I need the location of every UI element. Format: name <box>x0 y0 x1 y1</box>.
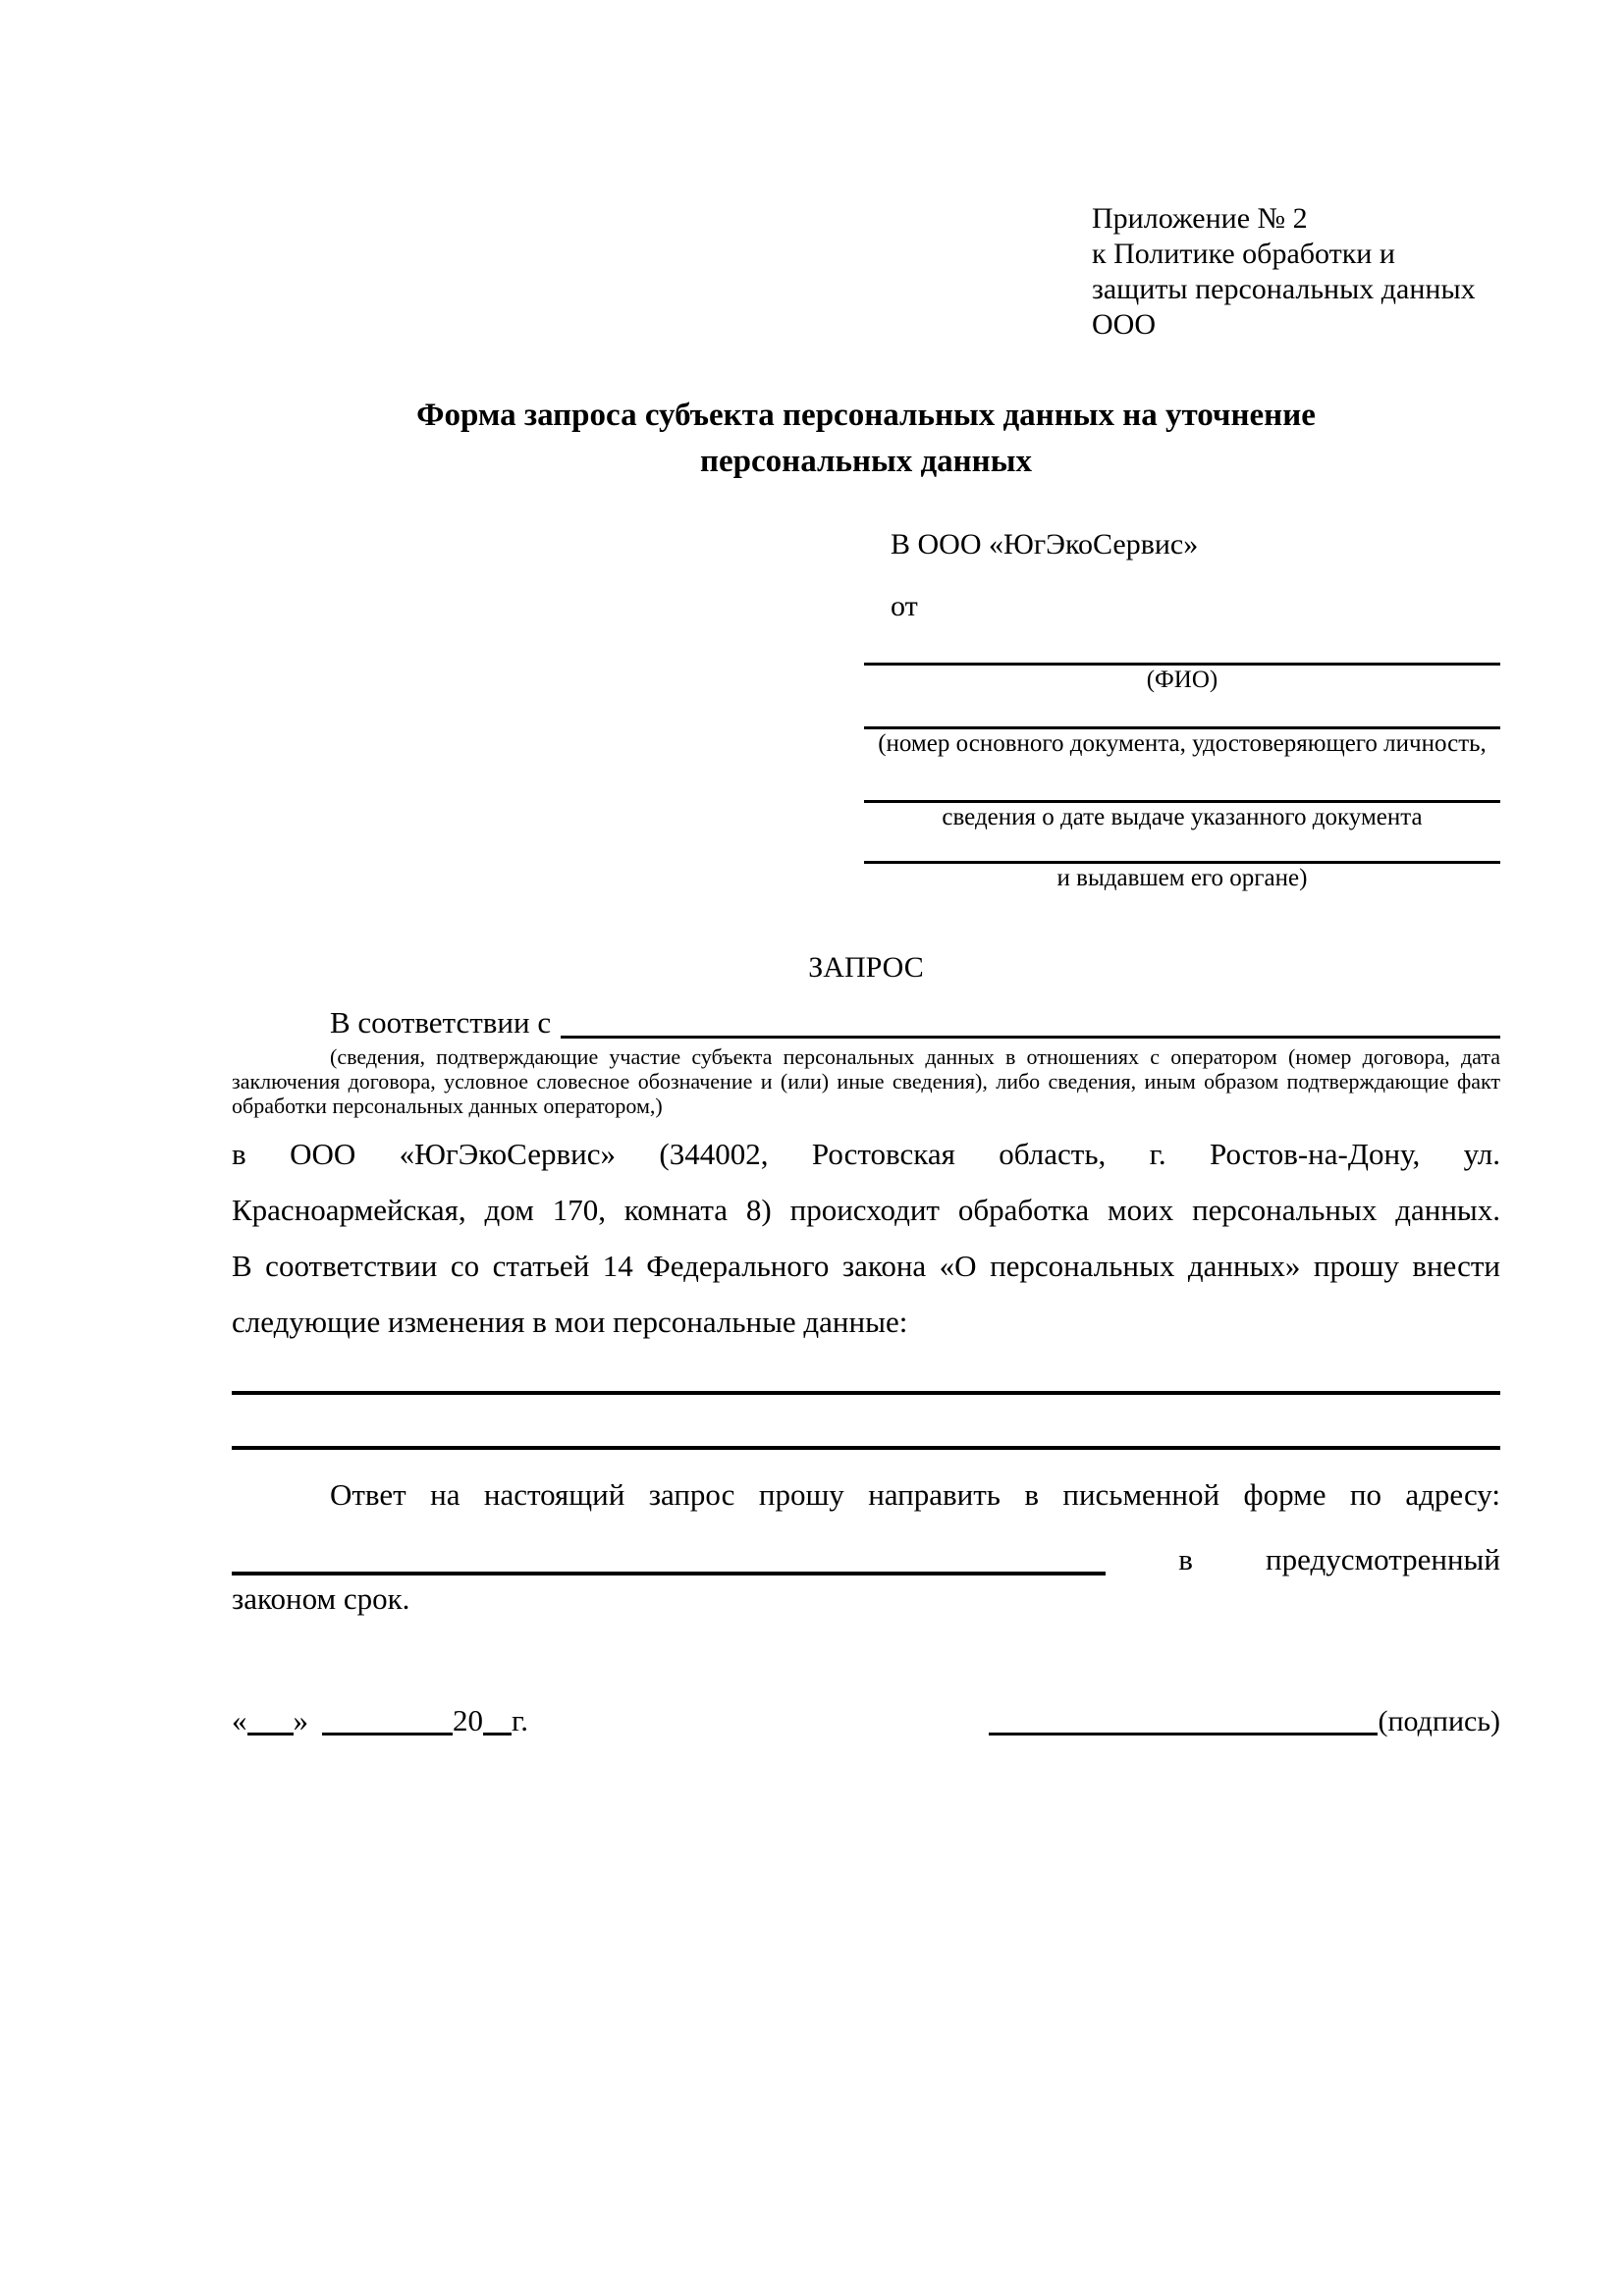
fio-field <box>864 663 1500 695</box>
response-address-line <box>232 1531 1500 1587</box>
appendix-line-3: защиты персональных данных <box>1092 273 1476 305</box>
body-line-2: Красноармейская, дом 170, комната 8) происходит обработка моих персональных данных. <box>232 1193 1500 1227</box>
addressee-block <box>864 527 1500 893</box>
date-open-quote: « <box>232 1703 247 1737</box>
response-request-line: Ответ на настоящий запрос прошу направить в письменной форме по адресу: <box>330 1477 1500 1512</box>
day-blank-line <box>247 1729 294 1735</box>
date-signature-row <box>232 1701 1500 1741</box>
basis-caption-line-1: (сведения, подтверждающие участие субъекта персональных данных в отношениях с оператором (номер договора, дата <box>330 1044 1500 1069</box>
basis-line <box>232 1005 1500 1041</box>
document-title <box>232 393 1500 485</box>
issuing-authority-caption: и выдавшем его органе) <box>1056 865 1308 891</box>
signature-caption: (подпись) <box>1378 1705 1500 1737</box>
addressee-organization: В ООО «ЮгЭкоСервис» <box>891 528 1199 561</box>
basis-caption-line-2: заключения договора, условное словесное обозначение и (или) иные сведения), либо сведения, иным образом подтверждающие факт <box>232 1069 1500 1094</box>
date-year-suffix: г. <box>512 1703 528 1737</box>
document-title-line-1: Форма запроса субъекта персональных данных на уточнение <box>416 398 1316 433</box>
body-line-3: В соответствии со статьей 14 Федерального закона «О персональных данных» прошу внести <box>232 1249 1500 1283</box>
year-blank-line <box>483 1729 512 1735</box>
basis-prefix: В соответствии с <box>330 1005 552 1040</box>
date-group <box>232 1701 528 1740</box>
appendix-note <box>1092 201 1476 343</box>
basis-caption-line-3: обработки персональных данных оператором,) <box>232 1094 663 1118</box>
fio-caption: (ФИО) <box>1146 667 1218 693</box>
date-century: 20 <box>453 1703 483 1737</box>
appendix-line-1: Приложение № 2 <box>1092 202 1308 235</box>
request-heading: ЗАПРОС <box>808 951 924 984</box>
body-line-4: следующие изменения в мои персональные данные: <box>232 1305 908 1339</box>
basis-caption <box>232 1044 1500 1118</box>
basis-blank-line <box>561 1036 1500 1039</box>
month-blank-line <box>322 1729 453 1735</box>
body-paragraph <box>232 1126 1500 1350</box>
document-number-field <box>864 726 1500 759</box>
changes-blank-line-2 <box>232 1446 1500 1450</box>
issue-date-caption: сведения о дате выдаче указанного документа <box>942 804 1423 830</box>
signature-blank-line <box>989 1729 1378 1735</box>
response-word-predusmotrenny: предусмотренный <box>1266 1542 1500 1576</box>
response-word-v: в <box>1178 1542 1193 1576</box>
date-close-quote: » <box>293 1703 308 1737</box>
addressee-from-label: от <box>891 590 918 622</box>
issue-date-field <box>864 800 1500 832</box>
response-last-line: законом срок. <box>232 1581 410 1616</box>
appendix-line-2: к Политике обработки и <box>1092 238 1395 270</box>
changes-blank-line-1 <box>232 1391 1500 1395</box>
issuing-authority-field <box>864 861 1500 893</box>
document-title-line-2: персональных данных <box>700 444 1032 479</box>
signature-group <box>989 1702 1500 1741</box>
body-line-1: в ООО «ЮгЭкоСервис» (344002, Ростовская область, г. Ростов-на-Дону, ул. <box>232 1137 1500 1171</box>
appendix-line-4: ООО <box>1092 308 1156 341</box>
document-number-caption: (номер основного документа, удостоверяющего личность, <box>878 730 1487 757</box>
